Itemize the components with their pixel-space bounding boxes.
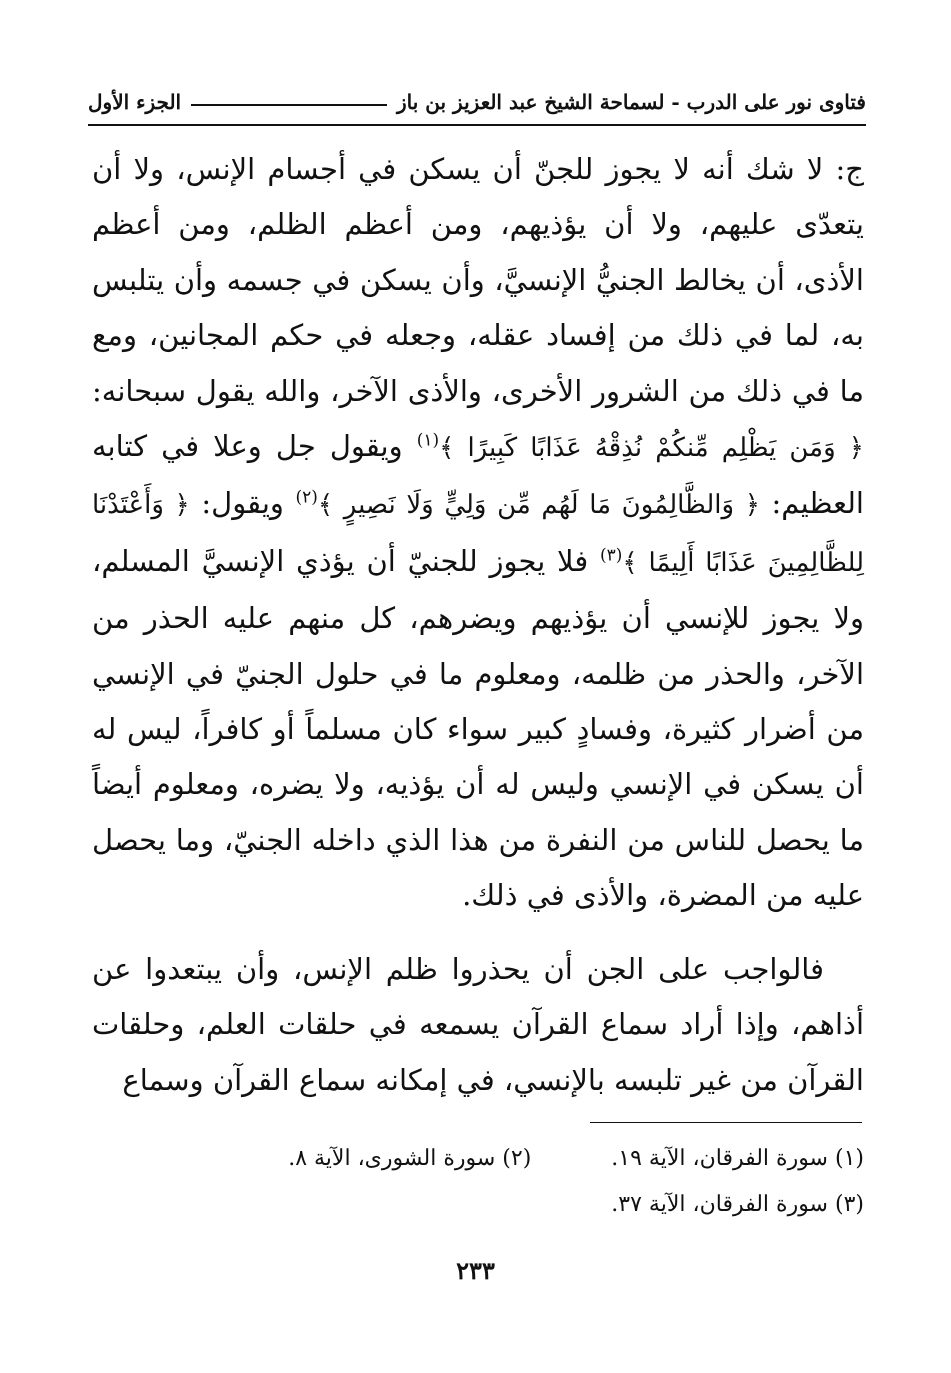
header-dash-rule xyxy=(191,104,387,106)
footnote-ref: (٣) xyxy=(600,545,623,566)
quran-verse: ﴿ وَمَن يَظْلِم مِّنكُمْ نُذِقْهُ عَذَابًا كَبِيرًا ﴾ xyxy=(439,433,864,464)
footnote-3: (٣) سورة الفرقان، الآية ٣٧. xyxy=(611,1192,864,1217)
footnote-divider xyxy=(590,1122,862,1123)
text-segment: ويقول: xyxy=(189,486,296,521)
header-book-title: فتاوى نور على الدرب - لسماحة الشيخ عبد العزيز بن باز xyxy=(397,90,866,114)
footnote-1: (١) سورة الفرقان، الآية ١٩. xyxy=(611,1146,864,1171)
header-divider xyxy=(88,124,866,126)
paragraph-second: فالواجب على الجن أن يحذروا ظلم الإنس، وأن يبتعدوا عن أذاهم، وإذا أراد سماع القرآن يسمعه في حلقات العلم، وحلقات القرآن من غير تلبسه بالإنسي، في إمكانه سماع القرآن وسماع xyxy=(92,951,864,1097)
text-segment: ج: لا شك أنه لا يجوز للجنّ أن يسكن في أجسام الإنس، ولا أن يتعدّى عليهم، ولا أن يؤذيهم، ومن أعظم الظلم، ومن أعظم الأذى، أن يخالط الجنيُّ الإنسيَّ، وأن يسكن في جسمه وأن يتلبس به، لما في ذلك من إفساد عقله، وجعله في حكم المجانين، ومع ما في ذلك من الشرور الأخرى، والأذى الآخر، والله يقول سبحانه: xyxy=(92,152,864,408)
footnotes xyxy=(92,1136,864,1228)
footnote-ref: (٢) xyxy=(295,487,318,508)
running-header xyxy=(88,82,866,122)
text-segment: فلا يجوز للجنيّ أن يؤذي الإنسيَّ المسلم، ولا يجوز للإنسي أن يؤذيهم ويضرهم، كل منهم عليه الحذر من الآخر، والحذر من ظلمه، ومعلوم ما في حلول الجنيّ في الإنسي من أضرار كثيرة، وفسادٍ كبير سواء كان مسلماً أو كافراً، ليس له أن يسكن في الإنسي وليس له أن يؤذيه، ولا يضره، ومعلوم أيضاً ما يحصل للناس من النفرة من هذا الذي داخله الجنيّ، وما يحصل عليه من المضرة، والأذى في ذلك. xyxy=(92,543,864,913)
main-text xyxy=(92,142,864,1108)
text-segment: ويقول جل وعلا في كتابه العظيم: xyxy=(92,429,864,521)
page-number: ٢٣٣ xyxy=(456,1256,495,1285)
header-volume: الجزء الأول xyxy=(88,90,182,114)
quran-verse: ﴿ وَالظَّالِمُونَ مَا لَهُم مِّن وَلِيٍّ وَلَا نَصِيرٍ ﴾ xyxy=(317,490,760,521)
footnote-row xyxy=(92,1136,864,1182)
footnote-2: (٢) سورة الشورى، الآية ٨. xyxy=(288,1146,532,1171)
footnote-ref: (١) xyxy=(416,430,440,451)
paragraph-answer xyxy=(92,142,864,924)
quran-verse: ﴿ وَأَعْتَدْنَا لِلظَّالِمِينَ عَذَابًا أَلِيمًا ﴾ xyxy=(92,490,864,578)
